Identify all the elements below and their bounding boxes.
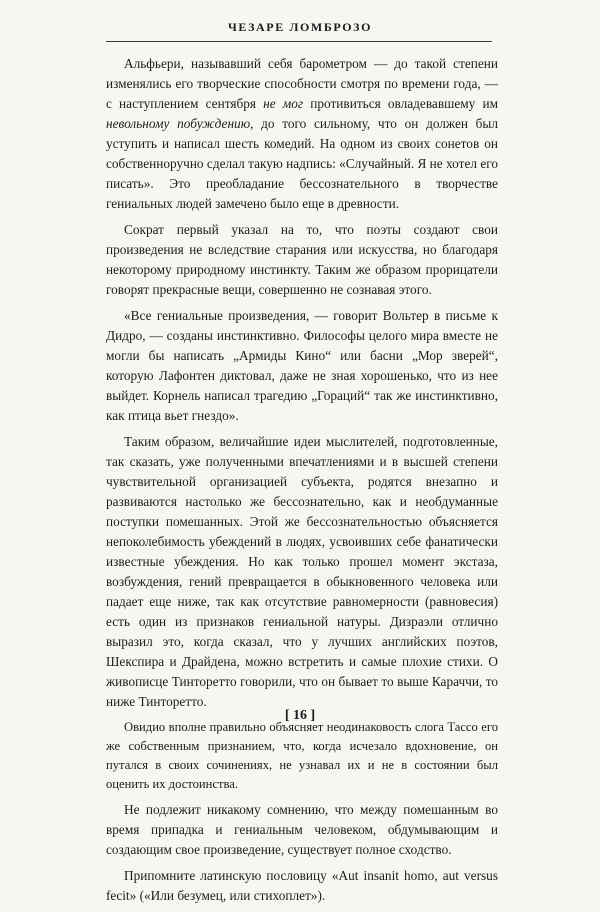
paragraph-5: Овидио вполне правильно объясняет неодинаковость слога Тассо его же собственным признанием, что, когда исчезало вдохновение, он путался в своих сочинениях, не узнавал их и не в состоянии был оценить их достоинства. — [106, 720, 498, 791]
paragraph-6: Не подлежит никакому сомнению, что между помешанным во время припадка и гениальным человеком, обдумывающим и создающим свое произведение, существует полное сходство. — [106, 802, 498, 857]
running-head: ЧЕЗАРЕ ЛОМБРОЗО — [227, 20, 373, 34]
page-body — [106, 54, 498, 912]
header-rule — [106, 41, 492, 42]
paragraph-2: Сократ первый указал на то, что поэты создают свои произведения не вследствие старания или искусства, но благодаря некоторому природному инстинкту. Таким же образом прорицатели говорят прекрасные вещи, совершенно не сознавая этого. — [106, 222, 498, 297]
page-number: [ 16 ] — [284, 708, 316, 723]
paragraph-7: Припомните латинскую пословицу «Aut insanit homo, aut versus fecit» («Или безумец, или стихоплет»). — [106, 868, 498, 903]
paragraph-4: Таким образом, величайшие идеи мыслителей, подготовленные, так сказать, уже полученными впечатлениями и в высшей степени чувствительной организацией субъекта, родятся внезапно и развиваются настолько же бессознательно, как и необдуманные поступки помешанных. Этой же бессознательностью объясняется непоколебимость убеждений в людях, усвоивших себе фанатически известные убеждения. Но как только прошел момент экстаза, возбуждения, гений превращается в обыкновенного человека или падает еще ниже, так как отсутствие равномерности (равновесия) есть один из признаков гениальной натуры. Дизраэли отлично выразил это, когда сказал, что у лучших английских поэтов, Шекспира и Драйдена, можно встретить и самые плохие стихи. О живописце Тинторетто говорили, что он бывает то выше Караччи, то ниже Тинторетто. — [106, 434, 498, 709]
paragraph-3: «Все гениальные произведения, — говорит Вольтер в письме к Дидро, — созданы инстинктивно. Философы целого мира вместе не могли бы написать „Армиды Кино“ или басни „Мор зверей“, которую Лафонтен диктовал, даже не зная хорошенько, что из нее выйдет. Корнель написал трагедию „Гораций“ так же инстинктивно, как птица вьет гнездо». — [106, 308, 498, 423]
emphasis-ne-mog: не мог — [263, 96, 304, 111]
paragraph-1: Альфьери, называвший себя барометром — до такой степени изменялись его творческие способности смотря по времени года, — с наступлением сентября не мог противиться овладевавшему им невольному побуждению, до того сильному, что он должен был уступить и написал шесть комедий. На одном из своих сонетов он собственноручно сделал такую надпись: «Случайный. Я не хотел его писать». Это преобладание бессознательного в творчестве гениальных людей замечено было еще в древности. — [106, 56, 498, 211]
emphasis-nevolnomu: невольному побуждению — [106, 116, 251, 131]
